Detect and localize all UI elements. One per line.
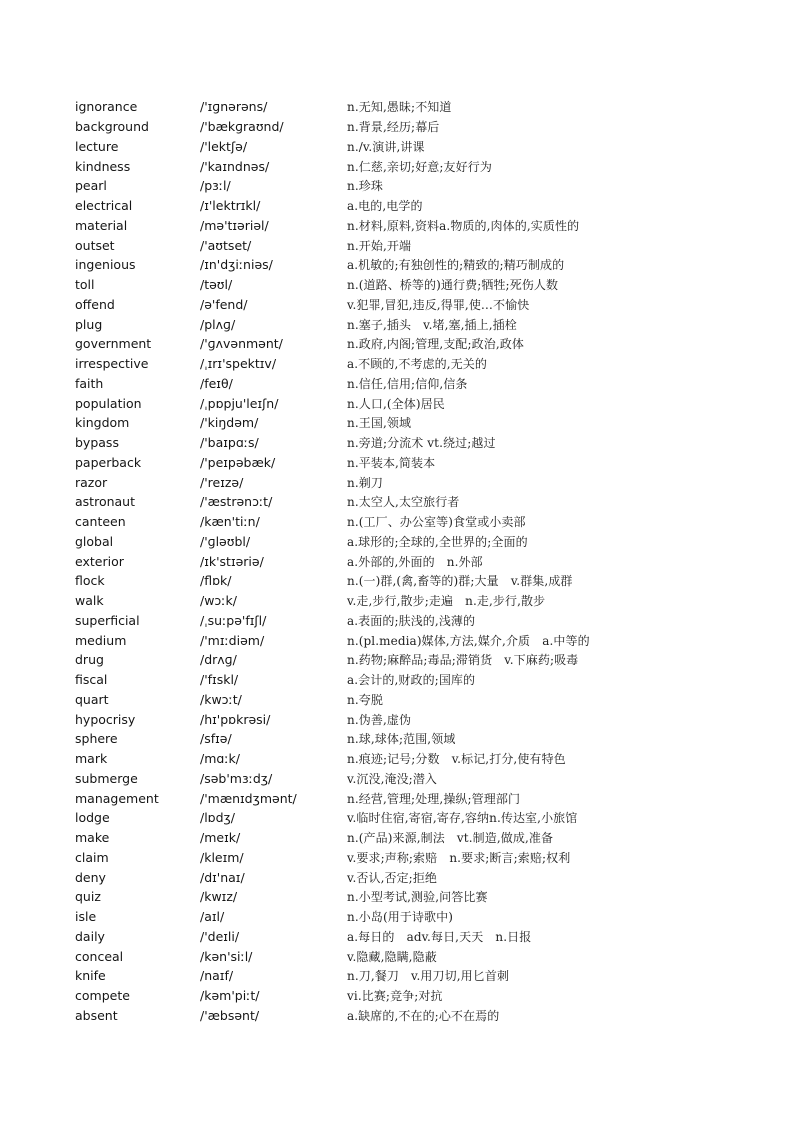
vocab-phonetic: /ɪ'lektrɪkl/ [200, 198, 261, 214]
vocab-definition: n.王国,领域 [347, 416, 412, 431]
vocab-word: walk [75, 593, 104, 609]
vocab-phonetic: /ə'fend/ [200, 296, 248, 312]
vocab-row [75, 808, 775, 828]
vocab-word: lodge [75, 810, 110, 826]
vocab-definition: n.(pl.media)媒体,方法,媒介,介质 a.中等的 [347, 633, 590, 648]
vocab-definition: n.(工厂、办公室等)食堂或小卖部 [347, 515, 526, 530]
vocab-row [75, 848, 775, 868]
vocab-word: faith [75, 375, 104, 391]
vocab-word: fiscal [75, 672, 108, 688]
vocab-phonetic: /'bækɡraʊnd/ [200, 119, 284, 135]
vocab-definition: a.球形的;全球的,全世界的;全面的 [347, 534, 528, 549]
vocab-phonetic: /lɒdʒ/ [200, 810, 235, 826]
vocab-row [75, 295, 775, 315]
vocab-phonetic: /mə'tɪəriəl/ [200, 217, 269, 233]
vocab-definition: n.太空人,太空旅行者 [347, 495, 460, 510]
vocab-phonetic: /wɔːk/ [200, 593, 237, 609]
vocab-row [75, 413, 775, 433]
vocab-definition: a.外部的,外面的 n.外部 [347, 554, 483, 569]
vocab-word: medium [75, 632, 127, 648]
vocab-row [75, 690, 775, 710]
vocab-phonetic: /'ɡʌvənmənt/ [200, 336, 283, 352]
vocab-row [75, 255, 775, 275]
vocab-definition: n./v.演讲,讲课 [347, 139, 425, 154]
vocab-definition: n.剃刀 [347, 475, 383, 490]
vocab-row [75, 492, 775, 512]
vocab-word: management [75, 790, 159, 806]
vocab-word: offend [75, 296, 115, 312]
vocab-phonetic: /ˌpɒpju'leɪʃn/ [200, 395, 279, 411]
vocab-word: kindness [75, 158, 131, 174]
vocab-definition: v.临时住宿,寄宿,寄存,容纳n.传达室,小旅馆 [347, 811, 578, 826]
vocab-definition: n.政府,内阁;管理,支配;政治,政体 [347, 337, 524, 352]
vocab-row [75, 769, 775, 789]
vocab-word: paperback [75, 454, 142, 470]
vocab-word: global [75, 533, 114, 549]
vocab-row [75, 749, 775, 769]
vocab-phonetic: /'æbsənt/ [200, 1007, 260, 1023]
vocab-row [75, 472, 775, 492]
vocab-definition: n.小型考试,测验,问答比赛 [347, 890, 488, 905]
vocab-definition: a.缺席的,不在的;心不在焉的 [347, 1008, 500, 1023]
vocab-phonetic: /dɪ'naɪ/ [200, 869, 245, 885]
vocab-definition: v.犯罪,冒犯,违反,得罪,使…不愉快 [347, 297, 530, 312]
vocab-definition: a.会计的,财政的;国库的 [347, 673, 476, 688]
vocab-row [75, 670, 775, 690]
vocab-row [75, 571, 775, 591]
vocab-definition: v.沉没,淹没;潜入 [347, 771, 438, 786]
vocab-word: flock [75, 573, 105, 589]
vocab-phonetic: /ɪn'dʒiːniəs/ [200, 257, 273, 273]
vocab-definition: n.信任,信用;信仰,信条 [347, 376, 468, 391]
vocab-word: irrespective [75, 356, 149, 372]
vocab-definition: vi.比赛;竞争;对抗 [347, 989, 443, 1004]
vocab-phonetic: /'baɪpɑːs/ [200, 435, 259, 451]
vocab-row [75, 354, 775, 374]
vocab-word: mark [75, 751, 108, 767]
vocab-word: make [75, 830, 110, 846]
vocab-phonetic: /'peɪpəbæk/ [200, 454, 276, 470]
vocab-phonetic: /kən'siːl/ [200, 948, 253, 964]
vocab-row [75, 433, 775, 453]
vocab-row [75, 986, 775, 1006]
vocab-phonetic: /ˌɪrɪ'spektɪv/ [200, 356, 277, 372]
vocab-row [75, 591, 775, 611]
vocab-phonetic: /naɪf/ [200, 968, 234, 984]
vocab-phonetic: /flɒk/ [200, 573, 232, 589]
vocab-word: population [75, 395, 142, 411]
vocab-definition: a.表面的;肤浅的,浅薄的 [347, 613, 476, 628]
vocab-phonetic: /'aʊtset/ [200, 237, 252, 253]
vocab-phonetic: /kæn'tiːn/ [200, 514, 260, 530]
vocab-definition: n.开始,开端 [347, 238, 412, 253]
vocab-row [75, 453, 775, 473]
vocab-definition: v.走,步行,散步;走遍 n.走,步行,散步 [347, 594, 546, 609]
vocab-definition: n.背景,经历;幕后 [347, 120, 440, 135]
vocab-word: pearl [75, 178, 107, 194]
vocab-row [75, 137, 775, 157]
vocab-definition: n.(产品)来源,制法 vt.制造,做成,准备 [347, 831, 554, 846]
vocab-phonetic: /kleɪm/ [200, 849, 244, 865]
vocab-word: quiz [75, 889, 101, 905]
vocab-word: conceal [75, 948, 124, 964]
vocab-definition: v.隐藏,隐瞒,隐蔽 [347, 949, 437, 964]
vocab-definition: v.否认,否定;拒绝 [347, 870, 438, 885]
vocab-definition: n.旁道;分流术 vt.绕过;越过 [347, 436, 496, 451]
vocab-phonetic: /'reɪzə/ [200, 474, 244, 490]
vocab-phonetic: /feɪθ/ [200, 375, 233, 391]
vocab-word: daily [75, 928, 105, 944]
vocab-definition: a.每日的 adv.每日,天天 n.日报 [347, 929, 532, 944]
vocab-definition: n.人口,(全体)居民 [347, 396, 445, 411]
vocab-definition: a.不顾的,不考虑的,无关的 [347, 357, 487, 372]
vocab-word: absent [75, 1007, 118, 1023]
vocab-row [75, 887, 775, 907]
vocab-phonetic: /'kaɪndnəs/ [200, 158, 270, 174]
vocab-row [75, 551, 775, 571]
vocab-row [75, 275, 775, 295]
vocab-row [75, 314, 775, 334]
vocab-phonetic: /'lektʃə/ [200, 138, 248, 154]
vocab-phonetic: /kwɪz/ [200, 889, 238, 905]
vocab-word: hypocrisy [75, 711, 136, 727]
vocab-definition: n.塞子,插头 v.堵,塞,插上,插栓 [347, 317, 517, 332]
vocab-word: lecture [75, 138, 119, 154]
vocab-row [75, 176, 775, 196]
vocab-row [75, 216, 775, 236]
vocab-word: sphere [75, 731, 118, 747]
vocab-row [75, 196, 775, 216]
vocab-definition: n.(一)群,(禽,畜等的)群;大量 v.群集,成群 [347, 574, 573, 589]
vocab-word: quart [75, 691, 109, 707]
vocab-row [75, 512, 775, 532]
vocab-row [75, 788, 775, 808]
vocab-row [75, 709, 775, 729]
vocab-word: razor [75, 474, 108, 490]
vocab-word: drug [75, 652, 104, 668]
vocab-definition: n.药物;麻醉品;毒品;滞销货 v.下麻药;吸毒 [347, 653, 579, 668]
vocab-phonetic: /aɪl/ [200, 909, 225, 925]
vocab-row [75, 729, 775, 749]
vocab-row [75, 235, 775, 255]
vocab-row [75, 966, 775, 986]
vocab-word: kingdom [75, 415, 130, 431]
vocab-row [75, 946, 775, 966]
vocab-phonetic: /drʌɡ/ [200, 652, 237, 668]
vocab-definition: n.伪善,虚伪 [347, 712, 412, 727]
vocab-word: government [75, 336, 152, 352]
vocab-word: exterior [75, 553, 124, 569]
vocab-row [75, 867, 775, 887]
vocab-definition: n.球,球体;范围,领域 [347, 732, 456, 747]
vocab-word: claim [75, 849, 109, 865]
vocab-word: knife [75, 968, 106, 984]
vocab-row [75, 927, 775, 947]
vocab-phonetic: /'ɪɡnərəns/ [200, 99, 268, 115]
vocab-word: isle [75, 909, 97, 925]
vocab-definition: a.电的,电学的 [347, 199, 423, 214]
vocab-definition: n.刀,餐刀 v.用刀切,用匕首刺 [347, 969, 510, 984]
vocabulary-list [75, 97, 775, 1025]
vocab-phonetic: /'fɪskl/ [200, 672, 239, 688]
vocab-row [75, 334, 775, 354]
vocab-phonetic: /meɪk/ [200, 830, 241, 846]
vocab-word: toll [75, 277, 95, 293]
vocab-phonetic: /kwɔːt/ [200, 691, 242, 707]
vocab-phonetic: /təʊl/ [200, 277, 233, 293]
vocab-phonetic: /'deɪli/ [200, 928, 240, 944]
vocab-definition: n.经营,管理;处理,操纵;管理部门 [347, 791, 521, 806]
vocab-definition: a.机敏的;有独创性的;精致的;精巧制成的 [347, 258, 565, 273]
vocab-phonetic: /səb'mɜːdʒ/ [200, 770, 273, 786]
vocab-row [75, 907, 775, 927]
vocab-row [75, 532, 775, 552]
vocab-row [75, 117, 775, 137]
vocab-row [75, 393, 775, 413]
vocab-word: compete [75, 988, 130, 1004]
vocab-phonetic: /ˌsuːpə'fɪʃl/ [200, 612, 267, 628]
vocab-word: canteen [75, 514, 126, 530]
vocab-definition: n.(道路、桥等的)通行费;牺牲;死伤人数 [347, 278, 559, 293]
vocab-row [75, 374, 775, 394]
vocab-phonetic: /'kiŋdəm/ [200, 415, 259, 431]
vocab-row [75, 630, 775, 650]
vocab-word: electrical [75, 198, 133, 214]
vocab-word: ignorance [75, 99, 138, 115]
vocab-phonetic: /'ɡləʊbl/ [200, 533, 251, 549]
vocab-definition: n.痕迹;记号;分数 v.标记,打分,使有特色 [347, 752, 566, 767]
vocab-row [75, 156, 775, 176]
vocab-definition: n.无知,愚昧;不知道 [347, 100, 452, 115]
vocab-phonetic: /'mænɪdʒmənt/ [200, 790, 297, 806]
vocab-definition: n.材料,原料,资料a.物质的,肉体的,实质性的 [347, 218, 580, 233]
vocab-phonetic: /kəm'piːt/ [200, 988, 260, 1004]
vocab-word: material [75, 217, 128, 233]
vocab-phonetic: /hɪ'pɒkrəsi/ [200, 711, 271, 727]
vocab-word: bypass [75, 435, 119, 451]
vocab-word: background [75, 119, 149, 135]
vocab-row [75, 828, 775, 848]
vocab-word: outset [75, 237, 115, 253]
vocab-row [75, 650, 775, 670]
vocab-definition: n.珍珠 [347, 179, 383, 194]
vocab-phonetic: /sfɪə/ [200, 731, 232, 747]
vocab-definition: n.仁慈,亲切;好意;友好行为 [347, 159, 492, 174]
vocab-phonetic: /ɪk'stɪəriə/ [200, 553, 264, 569]
vocab-phonetic: /mɑːk/ [200, 751, 240, 767]
vocab-word: submerge [75, 770, 138, 786]
vocab-phonetic: /plʌɡ/ [200, 316, 236, 332]
vocab-phonetic: /'æstrənɔːt/ [200, 494, 273, 510]
vocab-phonetic: /'mɪːdiəm/ [200, 632, 265, 648]
vocab-word: ingenious [75, 257, 136, 273]
vocab-definition: n.夸脱 [347, 692, 383, 707]
vocab-definition: n.平装本,简装本 [347, 455, 436, 470]
vocab-word: deny [75, 869, 106, 885]
vocab-definition: n.小岛(用于诗歌中) [347, 910, 454, 925]
vocab-row [75, 611, 775, 631]
vocab-word: astronaut [75, 494, 135, 510]
vocab-phonetic: /pɜːl/ [200, 178, 231, 194]
vocab-row [75, 97, 775, 117]
vocab-word: superficial [75, 612, 140, 628]
vocab-definition: v.要求;声称;索赔 n.要求;断言;索赔;权利 [347, 850, 571, 865]
vocab-word: plug [75, 316, 103, 332]
vocab-row [75, 1006, 775, 1026]
